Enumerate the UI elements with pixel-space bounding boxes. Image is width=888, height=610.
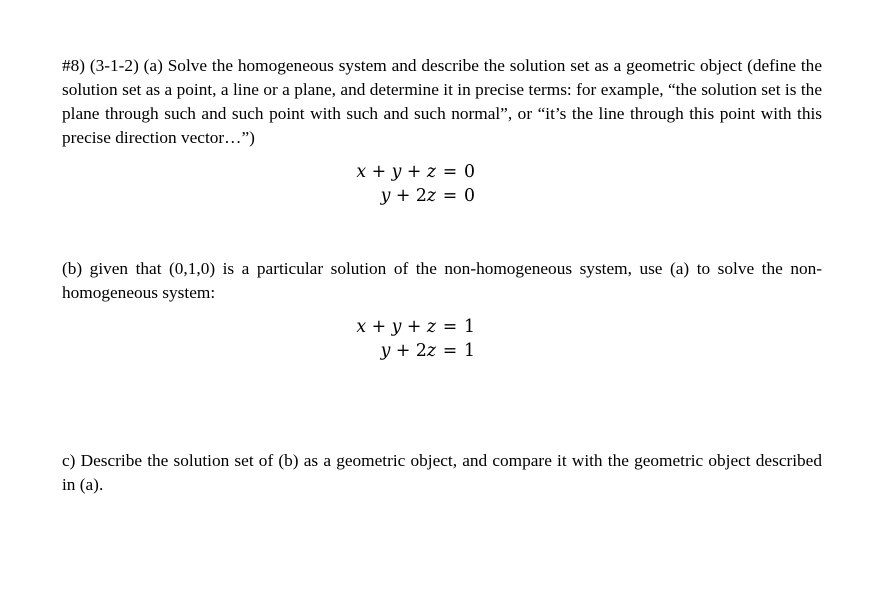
- equation-relation: =: [442, 317, 458, 337]
- equation-lhs: y + 2z: [380, 341, 436, 361]
- equation-lhs: x + y + z: [356, 317, 436, 337]
- homogeneous-system: [340, 160, 540, 208]
- equation-relation: =: [442, 162, 458, 182]
- problem-part-a-text: #8) (3-1-2) (a) Solve the homogeneous system and describe the solution set as a geometric object (define the solution set as a point, a line or a plane, and determine it in precise terms: for example, “the solution set is the plane through such and such point with such and such normal”, or “it’s the line through this point with this precise direction vector…”): [62, 56, 822, 147]
- equation-lhs: x + y + z: [356, 162, 436, 182]
- equation-row: [340, 160, 540, 184]
- problem-part-b-text: (b) given that (0,1,0) is a particular solution of the non-homogeneous system, use (a) to solve the non-homogeneous system:: [62, 259, 822, 302]
- problem-part-c-text: c) Describe the solution set of (b) as a geometric object, and compare it with the geometric object described in (a).: [62, 451, 822, 494]
- equation-relation: =: [442, 186, 458, 206]
- equation-relation: =: [442, 341, 458, 361]
- equation-rhs: 1: [464, 317, 475, 337]
- equation-rhs: 1: [464, 341, 475, 361]
- equation-row: [340, 339, 540, 363]
- equation-rhs: 0: [464, 162, 475, 182]
- non-homogeneous-system: [340, 315, 540, 363]
- equation-row: [340, 315, 540, 339]
- equation-lhs: y + 2z: [380, 186, 436, 206]
- equation-row: [340, 184, 540, 208]
- equation-rhs: 0: [464, 186, 475, 206]
